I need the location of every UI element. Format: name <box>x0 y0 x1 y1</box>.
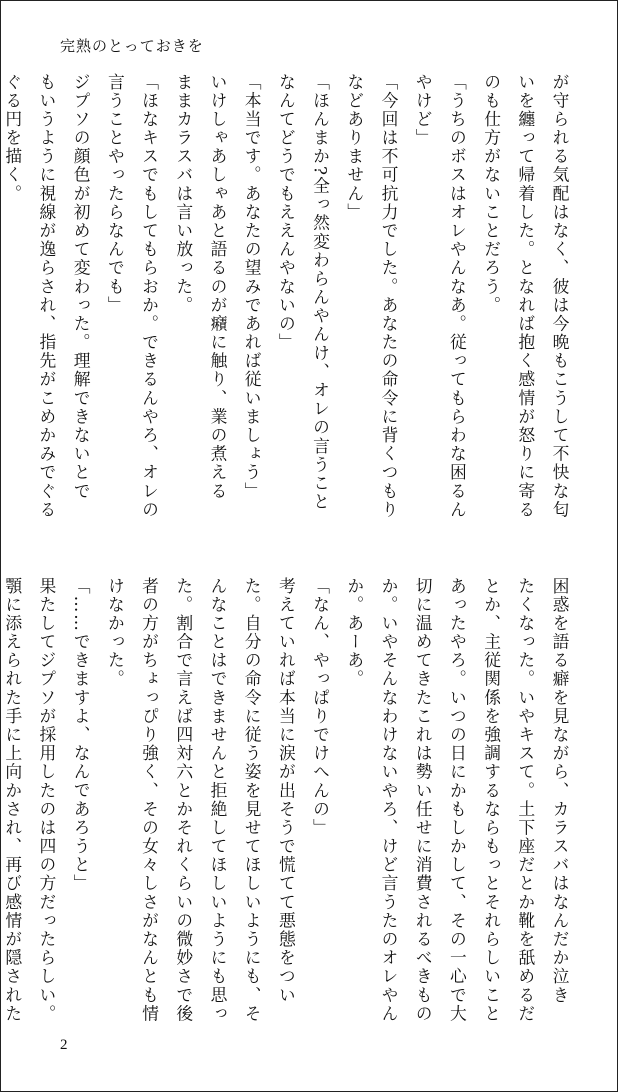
text-line: か。あーあ。 <box>344 577 365 689</box>
text-line: 「うちのボスはオレやんなあ。従ってもらわな困るん <box>447 73 468 520</box>
text-line: 「ほんまか?全っ然変わらんやんけ、オレの言うこと <box>310 73 331 512</box>
text-line: か。いやそんなわけないやろ、けど言うたのオレやん <box>378 577 399 1024</box>
text-line: 顎に添えられた手に上向かされ、再び感情が隠された <box>2 577 23 1024</box>
text-line: あったやろ。いつの日にかもしかして、その一心で大 <box>447 577 468 1024</box>
text-line: た。自分の命令に従う姿を見せてほしいようにも、そ <box>242 577 263 1024</box>
text-line: 「……できますよ、なんであろうと」 <box>71 577 92 894</box>
text-line: 切に温めてきたこれは勢い任せに消費されるべきもの <box>413 577 434 1024</box>
running-title: 完熟のとっておきを <box>60 37 204 55</box>
text-line: たくなった。いやキスて。土下座だとか靴を舐めるだ <box>515 577 536 1024</box>
text-line: 者の方がちょっぴり強く、その女々しさがなんとも情 <box>139 577 160 1024</box>
text-line: 「本当です。あなたの望みであれば従いましょう」 <box>242 73 263 501</box>
text-line: た。割合で言えば四対六とかそれくらいの微妙さで後 <box>173 577 194 1024</box>
text-line: 「ほなキスでもしてもらおか。できるんやろ、オレの <box>139 73 160 520</box>
text-line: んなことはできませんと拒絶してほしいようにも思っ <box>207 577 228 1024</box>
text-line: などありません」 <box>344 73 365 222</box>
text-line: 言うことやったらなんでも」 <box>105 73 126 315</box>
text-line: ぐる円を描く。 <box>2 73 23 204</box>
text-line: いけしゃあしゃあと語るのが癪に触り、業の煮える <box>207 73 228 501</box>
text-line: けなかった。 <box>105 577 126 689</box>
text-line: とか、主従関係を強調するならもっとそれらしいこと <box>481 577 502 1024</box>
text-line: 「なん、やっぱりでけへんの」 <box>310 577 331 838</box>
page-number: 2 <box>60 1037 68 1053</box>
text-line: のも仕方がないことだろう。 <box>481 73 502 315</box>
text-line: ままカラスバは言い放った。 <box>173 73 194 315</box>
text-line: いを纏って帰着した。となれば抱く感情が怒りに寄る <box>515 73 536 520</box>
text-line: 困惑を語る癖を見ながら、カラスバはなんだか泣き <box>550 577 570 1005</box>
text-line: 果たしてジプソが採用したのは四の方だったらしい。 <box>36 577 57 1024</box>
text-line: なんてどうでもええんやないの」 <box>276 73 297 352</box>
upper-text-block <box>2 73 577 533</box>
text-line: もいうように視線が逸らされ、指先がこめかみでぐる <box>36 73 57 520</box>
text-line: が守られる気配はなく、彼は今晩もこうして不快な匂 <box>550 73 570 520</box>
text-line: やけど」 <box>413 73 434 148</box>
text-line: 「今回は不可抗力でした。あなたの命令に背くつもり <box>378 73 399 520</box>
text-line: ジプソの顔色が初めて変わった。理解できないとで <box>71 73 92 501</box>
lower-text-block <box>2 577 577 1024</box>
text-line: 考えていれば本当に涙が出そうで慌てて悪態をつい <box>276 577 297 1005</box>
